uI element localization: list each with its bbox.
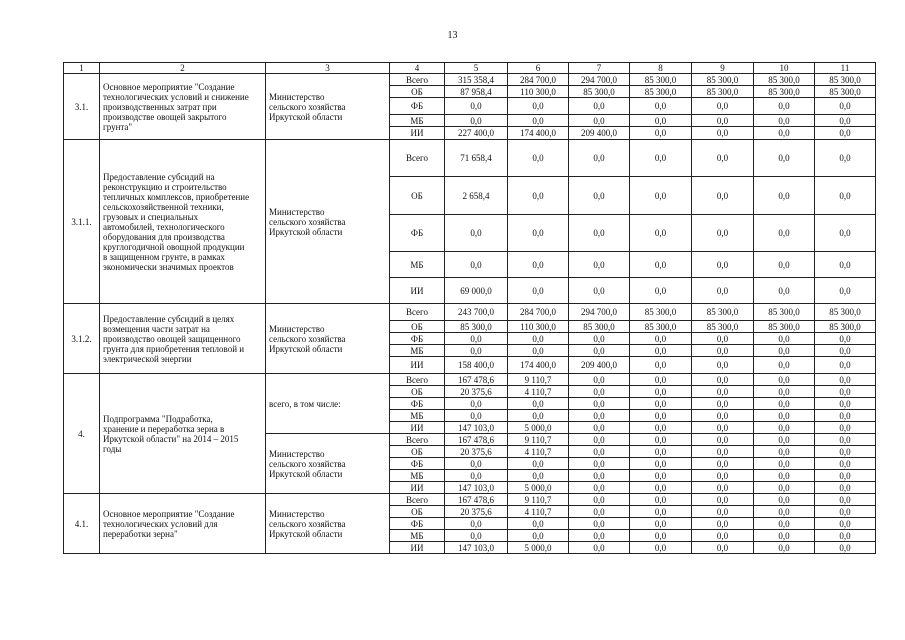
amount-cell: 0,0 <box>815 333 876 345</box>
amount-cell: 0,0 <box>692 278 754 304</box>
column-number-row <box>64 63 876 74</box>
amount-cell: 0,0 <box>692 410 754 422</box>
amount-cell: 294 700,0 <box>569 74 630 86</box>
amount-cell: 0,0 <box>508 518 569 530</box>
amount-cell: 0,0 <box>815 98 876 115</box>
amount-cell: 0,0 <box>692 177 754 215</box>
amount-cell: 0,0 <box>630 386 692 398</box>
executor-name: Министерство сельского хозяйства Иркутской области <box>269 323 346 354</box>
amount-cell: 0,0 <box>754 98 815 115</box>
amount-cell: 0,0 <box>630 542 692 554</box>
amount-cell: 0,0 <box>508 410 569 422</box>
amount-cell: 147 103,0 <box>445 542 508 554</box>
amount-cell: 0,0 <box>692 458 754 470</box>
amount-cell: 0,0 <box>815 278 876 304</box>
amount-cell: 0,0 <box>508 177 569 215</box>
amount-cell: 85 300,0 <box>815 74 876 86</box>
amount-cell: 0,0 <box>445 470 508 482</box>
amount-cell: 0,0 <box>692 252 754 278</box>
item-name-cell <box>100 374 266 494</box>
amount-cell: 5 000,0 <box>508 422 569 434</box>
amount-cell: 0,0 <box>754 530 815 542</box>
amount-cell: 0,0 <box>815 127 876 140</box>
item-number: 4. <box>64 374 100 494</box>
amount-cell: 167 478,6 <box>445 494 508 506</box>
amount-cell: 0,0 <box>508 458 569 470</box>
amount-cell: 0,0 <box>754 278 815 304</box>
amount-cell: 147 103,0 <box>445 422 508 434</box>
amount-cell: 0,0 <box>815 345 876 357</box>
funding-source: ИИ <box>390 127 445 140</box>
amount-cell: 227 400,0 <box>445 127 508 140</box>
amount-cell: 0,0 <box>569 386 630 398</box>
table-row <box>64 140 876 177</box>
amount-cell: 0,0 <box>692 357 754 374</box>
amount-cell: 0,0 <box>508 470 569 482</box>
amount-cell: 0,0 <box>630 374 692 386</box>
amount-cell: 0,0 <box>815 482 876 494</box>
amount-cell: 0,0 <box>692 215 754 252</box>
amount-cell: 0,0 <box>630 215 692 252</box>
funding-source: МБ <box>390 470 445 482</box>
amount-cell: 0,0 <box>754 252 815 278</box>
amount-cell: 0,0 <box>630 434 692 446</box>
column-number: 6 <box>508 63 569 74</box>
funding-source: ОБ <box>390 86 445 98</box>
amount-cell: 0,0 <box>815 398 876 410</box>
amount-cell: 0,0 <box>508 345 569 357</box>
amount-cell: 0,0 <box>445 252 508 278</box>
amount-cell: 0,0 <box>692 398 754 410</box>
amount-cell: 0,0 <box>815 386 876 398</box>
funding-source: Всего <box>390 374 445 386</box>
amount-cell: 0,0 <box>569 345 630 357</box>
amount-cell: 85 300,0 <box>692 321 754 333</box>
amount-cell: 0,0 <box>692 115 754 127</box>
executor-cell <box>266 304 390 374</box>
amount-cell: 0,0 <box>630 410 692 422</box>
amount-cell: 0,0 <box>630 98 692 115</box>
amount-cell: 0,0 <box>754 398 815 410</box>
amount-cell: 0,0 <box>569 446 630 458</box>
amount-cell: 0,0 <box>754 446 815 458</box>
amount-cell: 0,0 <box>508 140 569 177</box>
amount-cell: 85 300,0 <box>815 304 876 321</box>
amount-cell: 0,0 <box>692 494 754 506</box>
amount-cell: 0,0 <box>445 215 508 252</box>
amount-cell: 0,0 <box>569 482 630 494</box>
amount-cell: 0,0 <box>692 386 754 398</box>
amount-cell: 85 300,0 <box>630 86 692 98</box>
funding-source: ОБ <box>390 386 445 398</box>
amount-cell: 0,0 <box>569 140 630 177</box>
item-name-cell <box>100 140 266 304</box>
amount-cell: 85 300,0 <box>692 86 754 98</box>
amount-cell: 85 300,0 <box>815 321 876 333</box>
amount-cell: 0,0 <box>815 530 876 542</box>
column-number: 2 <box>100 63 266 74</box>
amount-cell: 0,0 <box>630 518 692 530</box>
amount-cell: 85 300,0 <box>630 304 692 321</box>
funding-source: Всего <box>390 74 445 86</box>
amount-cell: 71 658,4 <box>445 140 508 177</box>
amount-cell: 9 110,7 <box>508 434 569 446</box>
amount-cell: 0,0 <box>754 115 815 127</box>
amount-cell: 0,0 <box>569 530 630 542</box>
funding-source: ИИ <box>390 278 445 304</box>
amount-cell: 0,0 <box>754 518 815 530</box>
amount-cell: 0,0 <box>569 398 630 410</box>
amount-cell: 209 400,0 <box>569 127 630 140</box>
amount-cell: 0,0 <box>508 252 569 278</box>
amount-cell: 0,0 <box>630 482 692 494</box>
item-name: Подпрограмма "Подработка, хранение и переработка зерна в Иркутской области" на 2014 – 2015 годы <box>103 413 239 454</box>
amount-cell: 0,0 <box>815 115 876 127</box>
table-body <box>64 74 876 554</box>
amount-cell: 0,0 <box>754 422 815 434</box>
amount-cell: 87 958,4 <box>445 86 508 98</box>
amount-cell: 0,0 <box>630 115 692 127</box>
amount-cell: 0,0 <box>569 252 630 278</box>
item-number: 4.1. <box>64 494 100 554</box>
funding-source: ИИ <box>390 422 445 434</box>
amount-cell: 0,0 <box>508 333 569 345</box>
amount-cell: 0,0 <box>692 542 754 554</box>
funding-source: Всего <box>390 304 445 321</box>
amount-cell: 0,0 <box>630 458 692 470</box>
amount-cell: 0,0 <box>630 530 692 542</box>
amount-cell: 0,0 <box>692 506 754 518</box>
amount-cell: 0,0 <box>508 398 569 410</box>
column-number: 5 <box>445 63 508 74</box>
item-name: Основное мероприятие "Создание технологических условий для переработки зерна" <box>103 508 235 539</box>
amount-cell: 174 400,0 <box>508 357 569 374</box>
amount-cell: 0,0 <box>815 374 876 386</box>
amount-cell: 0,0 <box>754 410 815 422</box>
amount-cell: 4 110,7 <box>508 446 569 458</box>
item-name-cell <box>100 304 266 374</box>
amount-cell: 0,0 <box>754 127 815 140</box>
funding-source: ФБ <box>390 458 445 470</box>
amount-cell: 0,0 <box>569 518 630 530</box>
amount-cell: 0,0 <box>692 482 754 494</box>
funding-source: ОБ <box>390 321 445 333</box>
amount-cell: 284 700,0 <box>508 304 569 321</box>
funding-source: МБ <box>390 115 445 127</box>
amount-cell: 20 375,6 <box>445 506 508 518</box>
amount-cell: 0,0 <box>692 422 754 434</box>
executor-cell <box>266 374 390 434</box>
amount-cell: 0,0 <box>569 177 630 215</box>
item-name: Предоставление субсидий на реконструкцию и строительство тепличных комплексов, приобретение сельскохозяйственной техники, грузовых и специальных автомобилей, технологического оборудования для производства круглогодичной овощной продукции в защищенном грунте, в рамках экономически значимых проектов <box>103 171 250 272</box>
item-number: 3.1.1. <box>64 140 100 304</box>
amount-cell: 85 300,0 <box>445 321 508 333</box>
amount-cell: 5 000,0 <box>508 482 569 494</box>
amount-cell: 0,0 <box>630 140 692 177</box>
amount-cell: 85 300,0 <box>754 304 815 321</box>
funding-source: МБ <box>390 530 445 542</box>
amount-cell: 0,0 <box>692 446 754 458</box>
funding-source: ОБ <box>390 177 445 215</box>
column-number: 1 <box>64 63 100 74</box>
amount-cell: 0,0 <box>630 398 692 410</box>
amount-cell: 85 300,0 <box>692 74 754 86</box>
amount-cell: 85 300,0 <box>754 321 815 333</box>
amount-cell: 0,0 <box>569 506 630 518</box>
amount-cell: 0,0 <box>445 530 508 542</box>
funding-source: Всего <box>390 140 445 177</box>
amount-cell: 0,0 <box>569 278 630 304</box>
amount-cell: 0,0 <box>815 434 876 446</box>
amount-cell: 0,0 <box>630 278 692 304</box>
funding-source: МБ <box>390 252 445 278</box>
amount-cell: 294 700,0 <box>569 304 630 321</box>
column-number: 10 <box>754 63 815 74</box>
executor-name: Министерство сельского хозяйства Иркутской области <box>269 508 346 539</box>
amount-cell: 0,0 <box>630 357 692 374</box>
amount-cell: 209 400,0 <box>569 357 630 374</box>
page-number: 13 <box>447 30 458 41</box>
budget-table <box>63 62 876 554</box>
amount-cell: 0,0 <box>815 506 876 518</box>
executor-name: всего, в том числе: <box>269 398 341 409</box>
item-name-cell <box>100 494 266 554</box>
amount-cell: 0,0 <box>815 446 876 458</box>
executor-cell <box>266 140 390 304</box>
amount-cell: 0,0 <box>815 518 876 530</box>
amount-cell: 0,0 <box>445 98 508 115</box>
amount-cell: 0,0 <box>630 127 692 140</box>
funding-source: ИИ <box>390 542 445 554</box>
amount-cell: 0,0 <box>569 115 630 127</box>
amount-cell: 4 110,7 <box>508 386 569 398</box>
funding-source: МБ <box>390 410 445 422</box>
table-row <box>64 494 876 506</box>
amount-cell: 0,0 <box>815 140 876 177</box>
amount-cell: 9 110,7 <box>508 494 569 506</box>
funding-source: ФБ <box>390 518 445 530</box>
amount-cell: 167 478,6 <box>445 374 508 386</box>
amount-cell: 85 300,0 <box>569 86 630 98</box>
funding-source: Всего <box>390 434 445 446</box>
funding-source: ИИ <box>390 357 445 374</box>
amount-cell: 0,0 <box>630 177 692 215</box>
amount-cell: 0,0 <box>508 215 569 252</box>
amount-cell: 284 700,0 <box>508 74 569 86</box>
column-number: 8 <box>630 63 692 74</box>
amount-cell: 110 300,0 <box>508 86 569 98</box>
amount-cell: 20 375,6 <box>445 446 508 458</box>
amount-cell: 0,0 <box>569 542 630 554</box>
column-number: 7 <box>569 63 630 74</box>
amount-cell: 0,0 <box>569 422 630 434</box>
amount-cell: 0,0 <box>815 542 876 554</box>
amount-cell: 0,0 <box>569 470 630 482</box>
amount-cell: 0,0 <box>569 410 630 422</box>
amount-cell: 0,0 <box>754 494 815 506</box>
amount-cell: 0,0 <box>569 374 630 386</box>
funding-source: ФБ <box>390 398 445 410</box>
amount-cell: 0,0 <box>754 374 815 386</box>
amount-cell: 0,0 <box>692 530 754 542</box>
amount-cell: 0,0 <box>692 127 754 140</box>
amount-cell: 0,0 <box>569 98 630 115</box>
amount-cell: 0,0 <box>445 398 508 410</box>
amount-cell: 0,0 <box>754 386 815 398</box>
executor-cell <box>266 74 390 140</box>
amount-cell: 243 700,0 <box>445 304 508 321</box>
amount-cell: 85 300,0 <box>754 86 815 98</box>
amount-cell: 0,0 <box>754 215 815 252</box>
item-number: 3.1.2. <box>64 304 100 374</box>
amount-cell: 0,0 <box>692 470 754 482</box>
amount-cell: 0,0 <box>692 518 754 530</box>
amount-cell: 0,0 <box>630 470 692 482</box>
table-row <box>64 304 876 321</box>
amount-cell: 0,0 <box>754 177 815 215</box>
amount-cell: 0,0 <box>754 434 815 446</box>
amount-cell: 0,0 <box>445 518 508 530</box>
amount-cell: 0,0 <box>569 458 630 470</box>
amount-cell: 2 658,4 <box>445 177 508 215</box>
amount-cell: 0,0 <box>754 345 815 357</box>
funding-source: ФБ <box>390 215 445 252</box>
amount-cell: 85 300,0 <box>692 304 754 321</box>
amount-cell: 0,0 <box>754 140 815 177</box>
column-number: 9 <box>692 63 754 74</box>
amount-cell: 110 300,0 <box>508 321 569 333</box>
item-name-cell <box>100 74 266 140</box>
amount-cell: 0,0 <box>692 140 754 177</box>
amount-cell: 0,0 <box>445 333 508 345</box>
amount-cell: 0,0 <box>692 374 754 386</box>
amount-cell: 20 375,6 <box>445 386 508 398</box>
amount-cell: 0,0 <box>630 506 692 518</box>
amount-cell: 0,0 <box>815 470 876 482</box>
executor-name: Министерство сельского хозяйства Иркутской области <box>269 91 346 122</box>
column-number: 3 <box>266 63 390 74</box>
executor-name: Министерство сельского хозяйства Иркутской области <box>269 206 346 237</box>
amount-cell: 0,0 <box>754 482 815 494</box>
column-number: 11 <box>815 63 876 74</box>
amount-cell: 0,0 <box>754 458 815 470</box>
amount-cell: 0,0 <box>630 422 692 434</box>
amount-cell: 0,0 <box>630 446 692 458</box>
funding-source: ОБ <box>390 446 445 458</box>
amount-cell: 0,0 <box>815 252 876 278</box>
amount-cell: 0,0 <box>692 434 754 446</box>
amount-cell: 0,0 <box>815 357 876 374</box>
executor-cell <box>266 494 390 554</box>
item-name: Предоставление субсидий в целях возмещения части затрат на производство овощей защищенного грунта для приобретения тепловой и электрической энергии <box>103 313 245 364</box>
amount-cell: 167 478,6 <box>445 434 508 446</box>
amount-cell: 174 400,0 <box>508 127 569 140</box>
amount-cell: 0,0 <box>754 333 815 345</box>
amount-cell: 85 300,0 <box>569 321 630 333</box>
amount-cell: 0,0 <box>569 494 630 506</box>
table-row <box>64 74 876 86</box>
amount-cell: 0,0 <box>630 252 692 278</box>
amount-cell: 0,0 <box>754 357 815 374</box>
amount-cell: 0,0 <box>692 345 754 357</box>
amount-cell: 158 400,0 <box>445 357 508 374</box>
amount-cell: 0,0 <box>815 177 876 215</box>
funding-source: ФБ <box>390 333 445 345</box>
amount-cell: 0,0 <box>569 215 630 252</box>
amount-cell: 0,0 <box>569 434 630 446</box>
amount-cell: 0,0 <box>754 542 815 554</box>
amount-cell: 0,0 <box>754 506 815 518</box>
amount-cell: 0,0 <box>815 422 876 434</box>
funding-source: ФБ <box>390 98 445 115</box>
item-number: 3.1. <box>64 74 100 140</box>
amount-cell: 85 300,0 <box>815 86 876 98</box>
funding-source: МБ <box>390 345 445 357</box>
amount-cell: 85 300,0 <box>630 321 692 333</box>
amount-cell: 0,0 <box>445 345 508 357</box>
executor-name: Министерство сельского хозяйства Иркутской области <box>269 448 346 479</box>
executor-cell <box>266 434 390 494</box>
amount-cell: 0,0 <box>692 333 754 345</box>
funding-source: Всего <box>390 494 445 506</box>
amount-cell: 0,0 <box>508 278 569 304</box>
funding-source: ОБ <box>390 506 445 518</box>
column-number: 4 <box>390 63 445 74</box>
item-name: Основное мероприятие "Создание технологических условий и снижение производственных затрат при производстве овощей закрытого грунта" <box>103 81 249 132</box>
amount-cell: 85 300,0 <box>754 74 815 86</box>
amount-cell: 0,0 <box>508 115 569 127</box>
funding-source: ИИ <box>390 482 445 494</box>
amount-cell: 0,0 <box>815 215 876 252</box>
amount-cell: 0,0 <box>569 333 630 345</box>
table-row <box>64 374 876 386</box>
amount-cell: 9 110,7 <box>508 374 569 386</box>
amount-cell: 5 000,0 <box>508 542 569 554</box>
amount-cell: 315 358,4 <box>445 74 508 86</box>
amount-cell: 0,0 <box>630 494 692 506</box>
amount-cell: 0,0 <box>630 333 692 345</box>
amount-cell: 0,0 <box>815 494 876 506</box>
amount-cell: 0,0 <box>445 115 508 127</box>
amount-cell: 0,0 <box>630 345 692 357</box>
amount-cell: 0,0 <box>445 410 508 422</box>
amount-cell: 4 110,7 <box>508 506 569 518</box>
amount-cell: 0,0 <box>815 410 876 422</box>
amount-cell: 0,0 <box>692 98 754 115</box>
amount-cell: 0,0 <box>508 98 569 115</box>
amount-cell: 85 300,0 <box>630 74 692 86</box>
amount-cell: 147 103,0 <box>445 482 508 494</box>
amount-cell: 0,0 <box>508 530 569 542</box>
amount-cell: 0,0 <box>815 458 876 470</box>
amount-cell: 69 000,0 <box>445 278 508 304</box>
amount-cell: 0,0 <box>754 470 815 482</box>
amount-cell: 0,0 <box>445 458 508 470</box>
